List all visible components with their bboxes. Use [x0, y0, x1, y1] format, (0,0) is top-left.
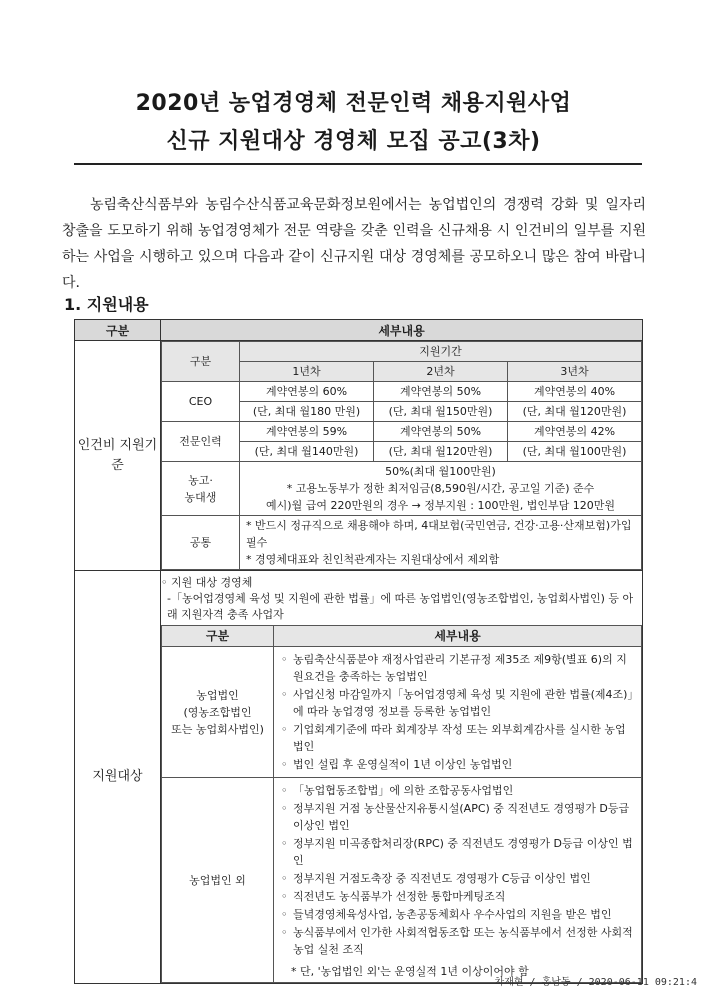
labor-header-category: 구분 — [162, 342, 240, 382]
section-heading: 1. 지원내용 — [64, 295, 149, 314]
farm-student-label-2: 농대생 — [184, 490, 217, 504]
ceo-max-y1: (단, 최대 월180 만원) — [240, 402, 374, 422]
list-item: ◦ 정부지원 거점 농산물산지유통시설(APC) 중 직전년도 경영평가 D등급 이상인 법인 — [281, 800, 634, 834]
labor-year-2: 2년차 — [374, 362, 508, 382]
labor-year-1: 1년차 — [240, 362, 374, 382]
expert-label: 전문인력 — [162, 422, 240, 462]
other-label: 농업법인 외 — [162, 778, 274, 983]
title-line-2: 신규 지원대상 경영체 모집 공고(3차) — [166, 129, 541, 154]
corp-label-3: 또는 농업회사법인) — [171, 722, 264, 736]
common-detail — [240, 516, 642, 570]
labor-cost-table — [161, 341, 642, 570]
farm-student-label — [162, 462, 240, 516]
list-item: ◦ 정부지원 미곡종합처리장(RPC) 중 직전년도 경영평가 D등급 이상인 법인 — [281, 835, 634, 869]
list-item: ◦ 사업신청 마감일까지「농어업경영체 육성 및 지원에 관한 법률(제4조)」에 따라 농업경영 정보를 등록한 농업법인 — [281, 686, 634, 720]
list-item: ◦ 「농업협동조합법」에 의한 조합공동사업법인 — [281, 782, 634, 799]
ceo-rate-y1: 계약연봉의 60% — [240, 382, 374, 402]
target-intro-heading: ◦ 지원 대상 경영체 — [161, 576, 253, 589]
expert-max-y1: (단, 최대 월140만원) — [240, 442, 374, 462]
common-note-1: * 반드시 정규직으로 채용해야 하며, 4대보험(국민연금, 건강·고용·산재보험)가입 필수 — [246, 519, 632, 549]
eligibility-header-category: 구분 — [162, 626, 274, 647]
corp-requirements — [274, 647, 642, 778]
list-item: ◦ 법인 설립 후 운영실적이 1년 이상인 농업법인 — [281, 756, 634, 773]
corp-label-1: 농업법인 — [196, 688, 239, 702]
common-label: 공통 — [162, 516, 240, 570]
expert-rate-y1: 계약연봉의 59% — [240, 422, 374, 442]
other-requirements — [274, 778, 642, 983]
labor-cost-label: 인건비 지원기준 — [75, 341, 161, 571]
farm-student-detail — [240, 462, 642, 516]
other-note: * 단, '농업법인 외'는 운영실적 1년 이상이어야 함 — [291, 965, 529, 978]
farm-student-wage-note: * 고용노동부가 정한 최저임금(8,590원/시간, 공고일 기준) 준수 — [286, 482, 595, 495]
target-intro-detail: -「농어업경영체 육성 및 지원에 관한 법률」에 따른 농업법인(영농조합법인, 농업회사법인) 등 아래 지원자격 충족 사업자 — [167, 592, 634, 621]
eligibility-table — [161, 625, 642, 983]
list-item: ◦ 직전년도 농식품부가 선정한 통합마케팅조직 — [281, 888, 634, 905]
main-header-detail: 세부내용 — [161, 320, 643, 341]
expert-rate-y2: 계약연봉의 50% — [374, 422, 508, 442]
farm-student-rate: 50%(최대 월100만원) — [385, 465, 496, 478]
labor-year-3: 3년차 — [508, 362, 642, 382]
farm-student-example: 예시)월 급여 220만원의 경우 → 정부지원 : 100만원, 법인부담 120만원 — [266, 499, 615, 512]
expert-rate-y3: 계약연봉의 42% — [508, 422, 642, 442]
corp-label — [162, 647, 274, 778]
support-content-table — [74, 319, 643, 984]
list-item: ◦ 농림축산식품분야 재정사업관리 기본규정 제35조 제9항(별표 6)의 지원요건을 충족하는 농업법인 — [281, 651, 634, 685]
ceo-rate-y2: 계약연봉의 50% — [374, 382, 508, 402]
print-footer: 차재현 / 홍남동 / 2020-06-11 09:21:4 — [494, 977, 697, 988]
labor-header-period: 지원기간 — [240, 342, 642, 362]
list-item: ◦ 농식품부에서 인가한 사회적협동조합 또는 농식품부에서 선정한 사회적 농업 실천 조직 — [281, 924, 634, 958]
farm-student-label-1: 농고· — [188, 473, 213, 487]
list-item: ◦ 기업회계기준에 따라 회계장부 작성 또는 외부회계감사를 실시한 농업법인 — [281, 721, 634, 755]
common-note-2: * 경영체대표와 친인척관계자는 지원대상에서 제외함 — [246, 553, 500, 566]
target-label: 지원대상 — [75, 571, 161, 984]
title-line-1: 2020년 농업경영체 전문인력 채용지원사업 — [135, 91, 572, 116]
main-header-category: 구분 — [75, 320, 161, 341]
ceo-label: CEO — [162, 382, 240, 422]
intro-paragraph: 농림축산식품부와 농림수산식품교육문화정보원에서는 농업법인의 경쟁력 강화 및 일자리 창출을 도모하기 위해 농업경영체가 전문 역량을 갖춘 인력을 신규채용 시 인건비의 일부를 지원하는 사업을 시행하고 있으며 다음과 같이 신규지원 대상 경영체를 공모하오니 많은 참여 바랍니다. — [62, 197, 646, 291]
title-divider — [74, 163, 642, 165]
corp-label-2: (영농조합법인 — [183, 705, 252, 719]
expert-max-y2: (단, 최대 월120만원) — [374, 442, 508, 462]
eligibility-header-detail: 세부내용 — [274, 626, 642, 647]
list-item: ◦ 들녘경영체육성사업, 농촌공동체회사 우수사업의 지원을 받은 법인 — [281, 906, 634, 923]
ceo-max-y3: (단, 최대 월120만원) — [508, 402, 642, 422]
ceo-max-y2: (단, 최대 월150만원) — [374, 402, 508, 422]
ceo-rate-y3: 계약연봉의 40% — [508, 382, 642, 402]
expert-max-y3: (단, 최대 월100만원) — [508, 442, 642, 462]
list-item: ◦ 정부지원 거점도축장 중 직전년도 경영평가 C등급 이상인 법인 — [281, 870, 634, 887]
